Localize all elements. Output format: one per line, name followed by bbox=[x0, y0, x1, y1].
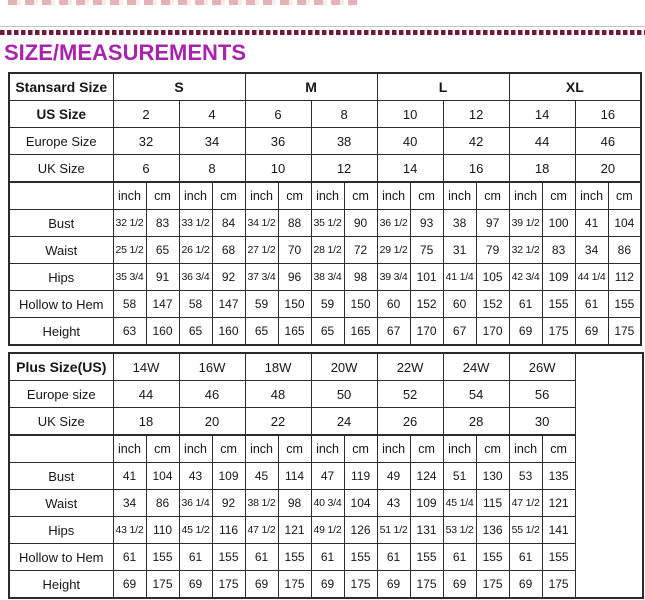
measure-value-cell: 72 bbox=[344, 237, 377, 264]
measure-value-cell: 104 bbox=[344, 490, 377, 517]
measure-value-cell: 34 bbox=[575, 237, 608, 264]
measure-value-cell: 155 bbox=[146, 544, 179, 571]
measure-value-cell: 69 bbox=[245, 571, 278, 599]
measure-value-cell: 175 bbox=[212, 571, 245, 599]
row-label: Height bbox=[9, 571, 113, 599]
empty-spacer-cell bbox=[575, 353, 643, 598]
measure-value-cell: 58 bbox=[113, 291, 146, 318]
measure-value-cell: 63 bbox=[113, 318, 146, 346]
unit-cell: inch bbox=[113, 182, 146, 210]
size-value-cell: 18 bbox=[113, 408, 179, 436]
unit-cell: inch bbox=[377, 435, 410, 463]
size-value-cell: 20 bbox=[179, 408, 245, 436]
measure-value-cell: 170 bbox=[476, 318, 509, 346]
measure-value-cell: 101 bbox=[410, 264, 443, 291]
row-label: Europe Size bbox=[9, 128, 113, 155]
measure-value-cell: 55 1/2 bbox=[509, 517, 542, 544]
measure-value-cell: 43 1/2 bbox=[113, 517, 146, 544]
size-value-cell: 12 bbox=[443, 101, 509, 128]
measure-value-cell: 175 bbox=[146, 571, 179, 599]
measure-value-cell: 155 bbox=[608, 291, 641, 318]
measure-value-cell: 131 bbox=[410, 517, 443, 544]
measure-value-cell: 65 bbox=[179, 318, 212, 346]
measure-value-cell: 27 1/2 bbox=[245, 237, 278, 264]
measure-value-cell: 61 bbox=[113, 544, 146, 571]
unit-cell: inch bbox=[311, 435, 344, 463]
measure-value-cell: 155 bbox=[410, 544, 443, 571]
measure-value-cell: 51 1/2 bbox=[377, 517, 410, 544]
measure-value-cell: 175 bbox=[344, 571, 377, 599]
measure-value-cell: 79 bbox=[476, 237, 509, 264]
measure-value-cell: 69 bbox=[377, 571, 410, 599]
size-value-cell: 44 bbox=[509, 128, 575, 155]
unit-cell: inch bbox=[509, 182, 542, 210]
row-label: UK Size bbox=[9, 408, 113, 436]
measure-value-cell: 34 bbox=[113, 490, 146, 517]
measure-value-cell: 65 bbox=[245, 318, 278, 346]
size-value-cell: 14 bbox=[377, 155, 443, 183]
size-value-cell: 26 bbox=[377, 408, 443, 436]
measure-value-cell: 112 bbox=[608, 264, 641, 291]
measure-value-cell: 109 bbox=[410, 490, 443, 517]
measure-value-cell: 32 1/2 bbox=[509, 237, 542, 264]
size-group-cell: 16W bbox=[179, 353, 245, 381]
size-group-cell: M bbox=[245, 73, 377, 101]
measure-value-cell: 38 3/4 bbox=[311, 264, 344, 291]
measure-value-cell: 61 bbox=[245, 544, 278, 571]
unit-cell: cm bbox=[278, 435, 311, 463]
measure-value-cell: 41 bbox=[575, 210, 608, 237]
measure-value-cell: 124 bbox=[410, 463, 443, 490]
measure-value-cell: 36 1/4 bbox=[179, 490, 212, 517]
measure-value-cell: 175 bbox=[542, 318, 575, 346]
row-label: UK Size bbox=[9, 155, 113, 183]
measure-value-cell: 136 bbox=[476, 517, 509, 544]
measure-value-cell: 98 bbox=[278, 490, 311, 517]
measure-value-cell: 59 bbox=[311, 291, 344, 318]
measure-value-cell: 175 bbox=[542, 571, 575, 599]
measure-value-cell: 175 bbox=[476, 571, 509, 599]
size-value-cell: 42 bbox=[443, 128, 509, 155]
unit-cell: inch bbox=[113, 435, 146, 463]
size-value-cell: 4 bbox=[179, 101, 245, 128]
unit-cell: cm bbox=[278, 182, 311, 210]
measure-value-cell: 69 bbox=[509, 571, 542, 599]
measure-value-cell: 44 1/4 bbox=[575, 264, 608, 291]
size-value-cell: 10 bbox=[377, 101, 443, 128]
measure-value-cell: 150 bbox=[278, 291, 311, 318]
unit-cell: cm bbox=[344, 435, 377, 463]
row-label bbox=[9, 435, 113, 463]
unit-cell: cm bbox=[476, 182, 509, 210]
measure-value-cell: 175 bbox=[278, 571, 311, 599]
measure-value-cell: 42 3/4 bbox=[509, 264, 542, 291]
size-group-cell: 22W bbox=[377, 353, 443, 381]
measure-value-cell: 98 bbox=[344, 264, 377, 291]
measure-value-cell: 86 bbox=[146, 490, 179, 517]
measure-value-cell: 51 bbox=[443, 463, 476, 490]
measure-value-cell: 121 bbox=[542, 490, 575, 517]
measure-value-cell: 61 bbox=[311, 544, 344, 571]
measure-value-cell: 165 bbox=[344, 318, 377, 346]
row-label: Hollow to Hem bbox=[9, 544, 113, 571]
measure-value-cell: 114 bbox=[278, 463, 311, 490]
size-value-cell: 44 bbox=[113, 381, 179, 408]
measure-value-cell: 25 1/2 bbox=[113, 237, 146, 264]
measure-value-cell: 40 3/4 bbox=[311, 490, 344, 517]
measure-value-cell: 49 bbox=[377, 463, 410, 490]
size-value-cell: 54 bbox=[443, 381, 509, 408]
size-value-cell: 30 bbox=[509, 408, 575, 436]
size-group-cell: S bbox=[113, 73, 245, 101]
size-value-cell: 46 bbox=[179, 381, 245, 408]
measure-value-cell: 83 bbox=[542, 237, 575, 264]
clipped-red-text-fragment bbox=[8, 0, 358, 5]
row-label: Bust bbox=[9, 210, 113, 237]
size-group-cell: 24W bbox=[443, 353, 509, 381]
unit-cell: inch bbox=[311, 182, 344, 210]
row-label: Europe size bbox=[9, 381, 113, 408]
measure-value-cell: 47 1/2 bbox=[509, 490, 542, 517]
size-value-cell: 32 bbox=[113, 128, 179, 155]
unit-cell: cm bbox=[212, 182, 245, 210]
measure-value-cell: 155 bbox=[542, 291, 575, 318]
size-value-cell: 2 bbox=[113, 101, 179, 128]
measure-value-cell: 61 bbox=[509, 291, 542, 318]
size-value-cell: 48 bbox=[245, 381, 311, 408]
measure-value-cell: 61 bbox=[509, 544, 542, 571]
measure-value-cell: 135 bbox=[542, 463, 575, 490]
size-value-cell: 56 bbox=[509, 381, 575, 408]
measure-value-cell: 53 1/2 bbox=[443, 517, 476, 544]
measure-value-cell: 53 bbox=[509, 463, 542, 490]
measure-value-cell: 91 bbox=[146, 264, 179, 291]
unit-cell: cm bbox=[410, 435, 443, 463]
measure-value-cell: 28 1/2 bbox=[311, 237, 344, 264]
size-value-cell: 12 bbox=[311, 155, 377, 183]
page-title: SIZE/MEASUREMENTS bbox=[4, 40, 247, 65]
corner-label: Stansard Size bbox=[9, 73, 113, 101]
measure-value-cell: 116 bbox=[212, 517, 245, 544]
measure-value-cell: 47 1/2 bbox=[245, 517, 278, 544]
unit-cell: inch bbox=[509, 435, 542, 463]
measure-value-cell: 32 1/2 bbox=[113, 210, 146, 237]
row-label: Waist bbox=[9, 490, 113, 517]
measure-value-cell: 70 bbox=[278, 237, 311, 264]
measure-value-cell: 45 1/2 bbox=[179, 517, 212, 544]
measure-value-cell: 100 bbox=[542, 210, 575, 237]
measure-value-cell: 34 1/2 bbox=[245, 210, 278, 237]
measure-value-cell: 61 bbox=[179, 544, 212, 571]
size-value-cell: 8 bbox=[311, 101, 377, 128]
measure-value-cell: 97 bbox=[476, 210, 509, 237]
measure-value-cell: 104 bbox=[146, 463, 179, 490]
measure-value-cell: 105 bbox=[476, 264, 509, 291]
measure-value-cell: 155 bbox=[212, 544, 245, 571]
unit-cell: cm bbox=[146, 435, 179, 463]
size-value-cell: 52 bbox=[377, 381, 443, 408]
measure-value-cell: 110 bbox=[146, 517, 179, 544]
measure-value-cell: 68 bbox=[212, 237, 245, 264]
row-label: Bust bbox=[9, 463, 113, 490]
size-value-cell: 6 bbox=[245, 101, 311, 128]
measure-value-cell: 43 bbox=[179, 463, 212, 490]
measure-value-cell: 83 bbox=[146, 210, 179, 237]
measure-value-cell: 115 bbox=[476, 490, 509, 517]
size-value-cell: 36 bbox=[245, 128, 311, 155]
unit-cell: inch bbox=[245, 435, 278, 463]
size-group-cell: 14W bbox=[113, 353, 179, 381]
measure-value-cell: 35 3/4 bbox=[113, 264, 146, 291]
size-group-cell: 20W bbox=[311, 353, 377, 381]
size-value-cell: 8 bbox=[179, 155, 245, 183]
measure-value-cell: 65 bbox=[311, 318, 344, 346]
measure-value-cell: 61 bbox=[443, 544, 476, 571]
measure-value-cell: 69 bbox=[311, 571, 344, 599]
unit-cell: cm bbox=[476, 435, 509, 463]
unit-cell: inch bbox=[377, 182, 410, 210]
measure-value-cell: 31 bbox=[443, 237, 476, 264]
magenta-dashed-divider bbox=[0, 30, 645, 35]
row-label bbox=[9, 182, 113, 210]
standard-size-table bbox=[8, 72, 642, 346]
measure-value-cell: 109 bbox=[212, 463, 245, 490]
measure-value-cell: 93 bbox=[410, 210, 443, 237]
unit-cell: inch bbox=[575, 182, 608, 210]
plus-size-table bbox=[8, 352, 644, 599]
measure-value-cell: 147 bbox=[146, 291, 179, 318]
measure-value-cell: 150 bbox=[344, 291, 377, 318]
measure-value-cell: 69 bbox=[179, 571, 212, 599]
unit-cell: inch bbox=[245, 182, 278, 210]
measure-value-cell: 39 1/2 bbox=[509, 210, 542, 237]
measure-value-cell: 37 3/4 bbox=[245, 264, 278, 291]
measure-value-cell: 96 bbox=[278, 264, 311, 291]
measure-value-cell: 38 1/2 bbox=[245, 490, 278, 517]
measure-value-cell: 58 bbox=[179, 291, 212, 318]
measure-value-cell: 60 bbox=[377, 291, 410, 318]
row-label: Waist bbox=[9, 237, 113, 264]
measure-value-cell: 160 bbox=[212, 318, 245, 346]
corner-label: Plus Size(US) bbox=[9, 353, 113, 381]
unit-cell: cm bbox=[146, 182, 179, 210]
measure-value-cell: 126 bbox=[344, 517, 377, 544]
measure-value-cell: 130 bbox=[476, 463, 509, 490]
unit-cell: inch bbox=[179, 435, 212, 463]
size-value-cell: 24 bbox=[311, 408, 377, 436]
measure-value-cell: 175 bbox=[410, 571, 443, 599]
measure-value-cell: 60 bbox=[443, 291, 476, 318]
size-group-cell: XL bbox=[509, 73, 641, 101]
size-value-cell: 28 bbox=[443, 408, 509, 436]
size-value-cell: 38 bbox=[311, 128, 377, 155]
measure-value-cell: 61 bbox=[377, 544, 410, 571]
size-group-cell: L bbox=[377, 73, 509, 101]
measure-value-cell: 152 bbox=[410, 291, 443, 318]
measure-value-cell: 29 1/2 bbox=[377, 237, 410, 264]
measure-value-cell: 109 bbox=[542, 264, 575, 291]
unit-cell: cm bbox=[344, 182, 377, 210]
measure-value-cell: 38 bbox=[443, 210, 476, 237]
measure-value-cell: 170 bbox=[410, 318, 443, 346]
row-label: Hips bbox=[9, 264, 113, 291]
measure-value-cell: 155 bbox=[476, 544, 509, 571]
measure-value-cell: 69 bbox=[575, 318, 608, 346]
size-value-cell: 34 bbox=[179, 128, 245, 155]
measure-value-cell: 92 bbox=[212, 490, 245, 517]
size-value-cell: 16 bbox=[443, 155, 509, 183]
size-value-cell: 46 bbox=[575, 128, 641, 155]
measure-value-cell: 119 bbox=[344, 463, 377, 490]
measure-value-cell: 35 1/2 bbox=[311, 210, 344, 237]
measure-value-cell: 65 bbox=[146, 237, 179, 264]
size-value-cell: 40 bbox=[377, 128, 443, 155]
measure-value-cell: 26 1/2 bbox=[179, 237, 212, 264]
measure-value-cell: 155 bbox=[278, 544, 311, 571]
measure-value-cell: 47 bbox=[311, 463, 344, 490]
measure-value-cell: 155 bbox=[344, 544, 377, 571]
unit-cell: cm bbox=[542, 435, 575, 463]
measure-value-cell: 88 bbox=[278, 210, 311, 237]
measure-value-cell: 67 bbox=[377, 318, 410, 346]
unit-cell: inch bbox=[443, 182, 476, 210]
row-label: Hips bbox=[9, 517, 113, 544]
unit-cell: cm bbox=[212, 435, 245, 463]
measure-value-cell: 86 bbox=[608, 237, 641, 264]
measure-value-cell: 39 3/4 bbox=[377, 264, 410, 291]
measure-value-cell: 141 bbox=[542, 517, 575, 544]
measure-value-cell: 104 bbox=[608, 210, 641, 237]
size-value-cell: 10 bbox=[245, 155, 311, 183]
measure-value-cell: 90 bbox=[344, 210, 377, 237]
measure-value-cell: 59 bbox=[245, 291, 278, 318]
size-value-cell: 6 bbox=[113, 155, 179, 183]
measure-value-cell: 41 1/4 bbox=[443, 264, 476, 291]
row-label: Height bbox=[9, 318, 113, 346]
measure-value-cell: 75 bbox=[410, 237, 443, 264]
unit-cell: inch bbox=[179, 182, 212, 210]
measure-value-cell: 92 bbox=[212, 264, 245, 291]
measure-value-cell: 175 bbox=[608, 318, 641, 346]
measure-value-cell: 69 bbox=[113, 571, 146, 599]
row-label: Hollow to Hem bbox=[9, 291, 113, 318]
measure-value-cell: 155 bbox=[542, 544, 575, 571]
unit-cell: cm bbox=[608, 182, 641, 210]
measure-value-cell: 33 1/2 bbox=[179, 210, 212, 237]
gray-divider-line bbox=[0, 26, 645, 27]
unit-cell: cm bbox=[542, 182, 575, 210]
measure-value-cell: 165 bbox=[278, 318, 311, 346]
measure-value-cell: 49 1/2 bbox=[311, 517, 344, 544]
size-value-cell: 50 bbox=[311, 381, 377, 408]
size-value-cell: 18 bbox=[509, 155, 575, 183]
row-label: US Size bbox=[9, 101, 113, 128]
measure-value-cell: 160 bbox=[146, 318, 179, 346]
size-value-cell: 16 bbox=[575, 101, 641, 128]
measure-value-cell: 43 bbox=[377, 490, 410, 517]
measure-value-cell: 84 bbox=[212, 210, 245, 237]
unit-cell: cm bbox=[410, 182, 443, 210]
measure-value-cell: 147 bbox=[212, 291, 245, 318]
measure-value-cell: 61 bbox=[575, 291, 608, 318]
measure-value-cell: 36 1/2 bbox=[377, 210, 410, 237]
size-value-cell: 20 bbox=[575, 155, 641, 183]
unit-cell: inch bbox=[443, 435, 476, 463]
measure-value-cell: 67 bbox=[443, 318, 476, 346]
measure-value-cell: 69 bbox=[443, 571, 476, 599]
measure-value-cell: 121 bbox=[278, 517, 311, 544]
measure-value-cell: 41 bbox=[113, 463, 146, 490]
measure-value-cell: 69 bbox=[509, 318, 542, 346]
measure-value-cell: 36 3/4 bbox=[179, 264, 212, 291]
size-group-cell: 26W bbox=[509, 353, 575, 381]
measure-value-cell: 45 bbox=[245, 463, 278, 490]
measure-value-cell: 152 bbox=[476, 291, 509, 318]
size-group-cell: 18W bbox=[245, 353, 311, 381]
size-value-cell: 22 bbox=[245, 408, 311, 436]
size-value-cell: 14 bbox=[509, 101, 575, 128]
measure-value-cell: 45 1/4 bbox=[443, 490, 476, 517]
